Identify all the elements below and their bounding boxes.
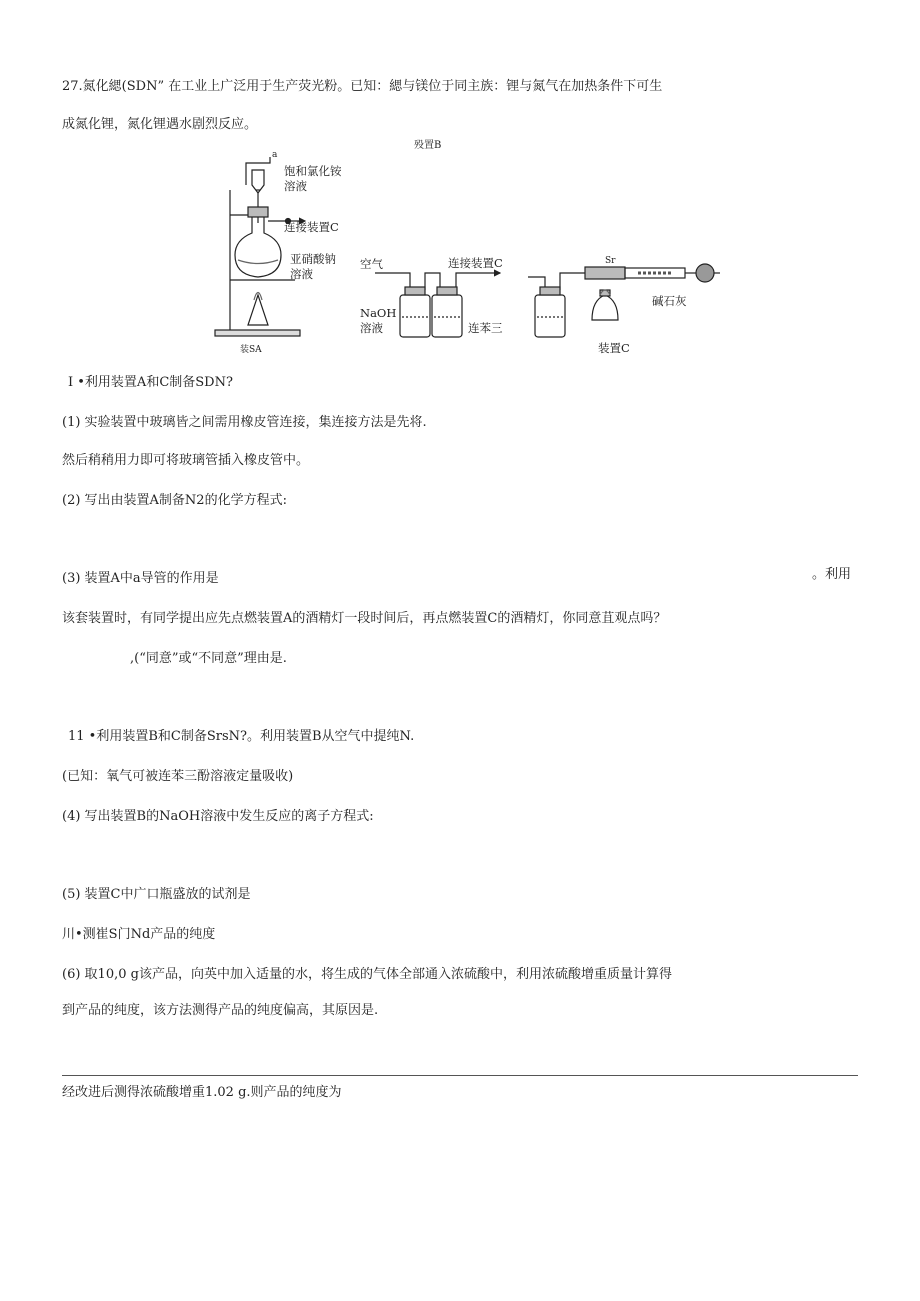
- label-air: 空气: [360, 257, 383, 271]
- answer-rule: [62, 1075, 858, 1076]
- q4: (4) 写出装置B的NaOH溶液中发生反应的离子方程式:: [62, 809, 374, 824]
- label-sr: Sr: [605, 256, 616, 266]
- q5: (5) 装置C中广口瓶盛放的试剂是: [62, 887, 251, 902]
- q3-cont-2: ,(“同意”或“不同意”理由是.: [130, 651, 287, 666]
- q3: (3) 装置A中a导管的作用是: [62, 571, 219, 586]
- q2: (2) 写出由装置A制备N2的化学方程式:: [62, 493, 287, 508]
- device-c: [528, 264, 720, 337]
- label-nh4cl: 饱和氯化铵: [284, 164, 342, 178]
- q3-tail: 。利用: [812, 567, 852, 582]
- label-nh4cl-2: 溶液: [284, 179, 307, 193]
- label-a: a: [272, 150, 278, 160]
- caption-device-a: 装SA: [240, 345, 262, 355]
- label-soda-lime: 碱石灰: [652, 294, 687, 308]
- caption-device-c: 装置C: [598, 341, 630, 355]
- q6-cont: 到产品的纯度，该方法测得产品的纯度偏高，其原因是.: [62, 1003, 379, 1018]
- caption-device-b: 殁置B: [414, 140, 442, 151]
- label-naoh-2: 溶液: [360, 321, 383, 335]
- q3-cont: 该套装置时，有同学提出应先点燃装置A的酒精灯一段时间后，再点燃装置C的酒精灯，你同意苴观点吗？: [62, 611, 667, 626]
- q1: (1) 实验装置中玻璃皆之间需用橡皮管连接，集连接方法是先将.: [62, 415, 427, 430]
- label-naoh: NaOH: [360, 306, 397, 320]
- label-to-c-1: 连接装置C: [284, 220, 339, 234]
- final-line: 经改进后测得浓硫酸增重1.02 g.则产品的纯度为: [62, 1085, 342, 1100]
- apparatus-figure: [200, 145, 720, 360]
- question-title: 27.氮化緦(SDN” 在工业上广泛用于生产荧光粉。已知：緦与镁位于同主族：锂与氮气在加热条件下可生: [62, 79, 663, 94]
- q1-cont: 然后稍稍用力即可将玻璃管插入橡皮管中。: [62, 453, 310, 468]
- label-nano2-2: 溶液: [290, 267, 313, 281]
- label-to-c-2: 连接装置C: [448, 256, 503, 270]
- label-nano2: 亚硝酸钠: [290, 252, 336, 266]
- part2-heading: 11 •利用装置B和C制备SrsN?。利用装置B从空气中提纯N.: [68, 729, 415, 744]
- label-pyrogallol: 连苯三: [468, 321, 503, 335]
- part3-heading: 川•测崔S门Nd产品的纯度: [62, 927, 216, 942]
- q6: (6) 取10,0 g该产品，向英中加入适量的水，将生成的气体全部通入浓硫酸中，利用浓硫酸增重质量计算得: [62, 967, 672, 982]
- part1-heading: I •利用装置A和C制备SDN?: [68, 375, 233, 390]
- question-title-cont: 成氮化锂，氮化锂遇水剧烈反应。: [62, 117, 258, 132]
- part2-note: (已知：氧气可被连苯三酚溶液定量吸收): [62, 769, 294, 784]
